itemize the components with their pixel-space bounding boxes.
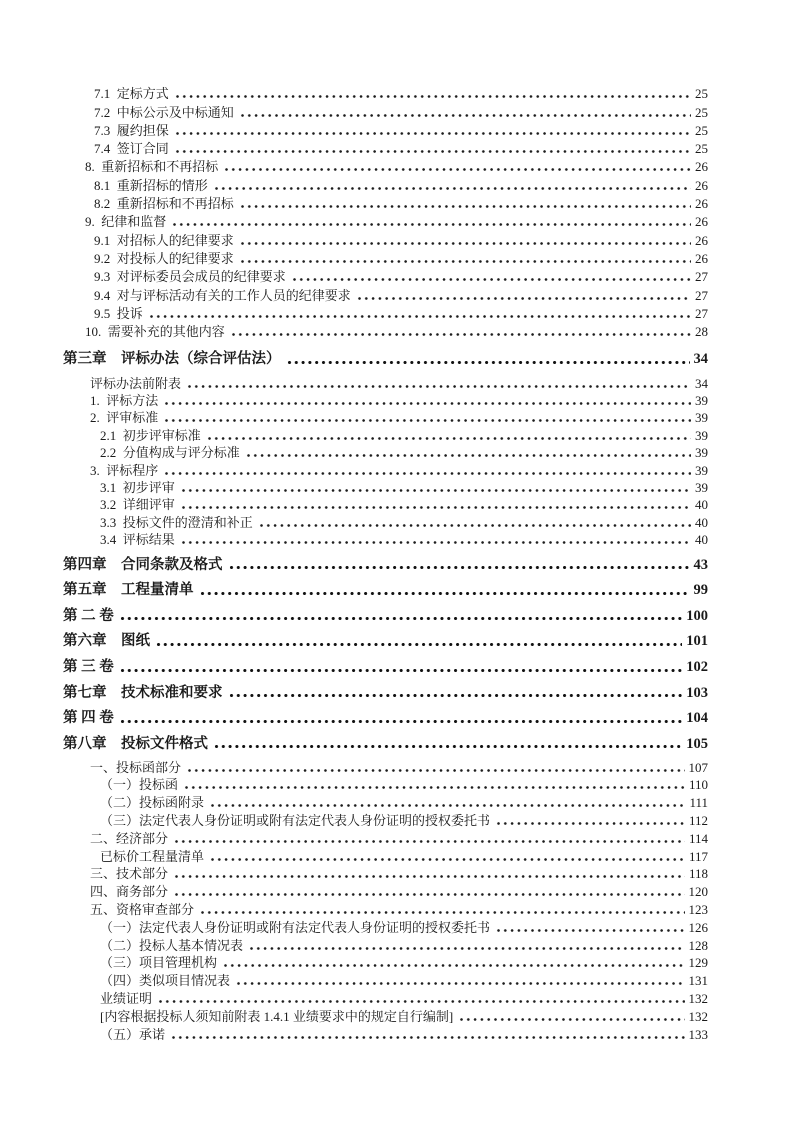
toc-entry-page-number: 39 — [695, 410, 708, 426]
dot-leader — [187, 768, 684, 773]
toc-entry-page-number: 26 — [695, 250, 708, 266]
toc-entry-label: 10. 需要补充的其他内容 — [85, 324, 225, 340]
toc-entry-page-number: 25 — [695, 104, 708, 120]
toc-entry-label: （四）类似项目情况表 — [100, 973, 231, 989]
toc-entry-label: 8. 重新招标和不再招标 — [85, 159, 219, 175]
toc-chapter-label: 第四章 合同条款及格式 — [63, 556, 223, 573]
dot-leader — [181, 540, 691, 545]
toc-chapter-entry[interactable] — [63, 682, 708, 702]
dot-leader — [210, 803, 685, 808]
toc-entry-label: 五、资格审查部分 — [90, 901, 195, 917]
toc-entry-page-number: 26 — [695, 214, 708, 230]
toc-entry-label: 9.3 对评标委员会成员的纪律要求 — [94, 269, 286, 285]
toc-entry-page-number: 39 — [695, 462, 708, 478]
toc-entry[interactable] — [63, 84, 708, 102]
toc-chapter-page-number: 101 — [686, 633, 708, 650]
dot-leader — [496, 821, 685, 826]
dot-leader — [200, 910, 684, 915]
toc-chapter-label: 第七章 技术标准和要求 — [63, 684, 223, 701]
toc-entry-label: 2.1 初步评审标准 — [100, 427, 201, 443]
toc-entry-label: （五）承诺 — [100, 1026, 166, 1042]
dot-leader — [236, 981, 684, 986]
toc-entry-page-number: 114 — [688, 830, 708, 846]
toc-entry[interactable] — [63, 426, 708, 443]
toc-entry[interactable] — [63, 392, 708, 409]
toc-entry[interactable] — [63, 1025, 708, 1043]
toc-entry-label: 9.4 对与评标活动有关的工作人员的纪律要求 — [94, 287, 351, 303]
toc-entry-page-number: 26 — [695, 159, 708, 175]
toc-entry-page-number: 26 — [695, 196, 708, 212]
toc-entry[interactable] — [63, 496, 708, 513]
dot-leader — [292, 277, 691, 282]
dot-leader — [174, 839, 685, 844]
toc-section-bid-document-format — [63, 758, 708, 1043]
toc-entry[interactable] — [63, 936, 708, 954]
toc-entry-label: 9.2 对投标人的纪律要求 — [94, 250, 234, 266]
toc-entry[interactable] — [63, 121, 708, 139]
dot-leader — [181, 505, 691, 510]
toc-entry-page-number: 129 — [688, 955, 708, 971]
toc-entry-page-number: 40 — [695, 514, 708, 530]
dot-leader — [174, 892, 684, 897]
toc-entry-label: 9.1 对招标人的纪律要求 — [94, 232, 234, 248]
dot-leader — [357, 296, 691, 301]
dot-leader — [164, 401, 691, 406]
toc-entry-label: 业绩证明 — [100, 990, 153, 1006]
dot-leader — [240, 113, 691, 118]
toc-entry-label: 评标办法前附表 — [90, 375, 182, 391]
toc-volume-page-number: 102 — [686, 659, 708, 676]
dot-leader — [120, 719, 683, 724]
toc-entry-label: 7.3 履约担保 — [94, 122, 169, 138]
dot-leader — [240, 259, 691, 264]
dot-leader — [184, 785, 685, 790]
dot-leader — [175, 149, 691, 154]
toc-entry[interactable] — [63, 157, 708, 175]
toc-entry-label: （二）投标函附录 — [100, 795, 205, 811]
toc-entry-label: （一）投标函 — [100, 777, 179, 793]
toc-entry-label: （一）法定代表人身份证明或附有法定代表人身份证明的授权委托书 — [100, 919, 491, 935]
toc-entry-label: 三、技术部分 — [90, 866, 169, 882]
toc-section-chapters — [63, 554, 708, 753]
toc-entry[interactable] — [63, 847, 708, 865]
toc-entry[interactable] — [63, 918, 708, 936]
toc-entry-label: （三）法定代表人身份证明或附有法定代表人身份证明的授权委托书 — [100, 813, 491, 828]
toc-entry[interactable] — [63, 212, 708, 230]
dot-leader — [240, 241, 691, 246]
toc-chapter-entry[interactable] — [63, 733, 708, 753]
toc-entry[interactable] — [63, 322, 708, 340]
toc-entry-page-number: 132 — [688, 1008, 708, 1024]
toc-entry[interactable] — [63, 954, 708, 972]
toc-entry-page-number: 40 — [695, 532, 708, 548]
toc-entry[interactable] — [63, 374, 708, 391]
toc-entry[interactable] — [63, 513, 708, 530]
toc-volume-entry[interactable] — [63, 707, 708, 727]
dot-leader — [149, 314, 691, 319]
toc-entry-label: 3.2 详细评审 — [100, 497, 175, 513]
dot-leader — [175, 94, 691, 99]
toc-section-evaluation-method — [63, 374, 708, 548]
dot-leader — [120, 616, 683, 621]
toc-chapter-page-number: 34 — [693, 351, 708, 368]
toc-chapter-entry[interactable] — [63, 630, 708, 650]
dot-leader — [171, 1035, 684, 1040]
toc-volume-label: 第 二 卷 — [63, 607, 114, 624]
toc-entry-page-number: 112 — [688, 813, 708, 828]
toc-entry[interactable] — [63, 102, 708, 120]
toc-volume-entry[interactable] — [63, 605, 708, 625]
toc-entry-page-number: 28 — [695, 324, 708, 340]
toc-entry-page-number: 131 — [688, 973, 708, 989]
dot-leader — [175, 131, 691, 136]
toc-entry-page-number: 123 — [688, 901, 708, 917]
dot-leader — [156, 642, 682, 647]
toc-entry-label: 9.5 投诉 — [94, 305, 143, 321]
toc-entry-label: 8.1 重新招标的情形 — [94, 177, 208, 193]
toc-entry-label: 8.2 重新招标和不再招标 — [94, 196, 234, 212]
dot-leader — [259, 523, 691, 528]
toc-chapter-entry[interactable] — [63, 348, 708, 368]
dot-leader — [246, 453, 691, 458]
dot-leader — [287, 360, 690, 365]
toc-entry[interactable] — [63, 776, 708, 794]
toc-entry[interactable] — [63, 971, 708, 989]
toc-entry-page-number: 39 — [695, 445, 708, 461]
toc-entry-page-number: 132 — [688, 990, 708, 1006]
toc-entry-label: 3. 评标程序 — [90, 462, 159, 478]
toc-entry[interactable] — [63, 304, 708, 322]
dot-leader — [223, 963, 684, 968]
toc-entry-label: 2.2 分值构成与评分标准 — [100, 445, 240, 461]
dot-leader — [164, 418, 691, 423]
toc-volume-label: 第 四 卷 — [63, 710, 114, 727]
dot-leader — [200, 591, 690, 596]
toc-entry-label: 3.4 评标结果 — [100, 532, 175, 548]
toc-entry[interactable] — [63, 139, 708, 157]
dot-leader — [174, 874, 685, 879]
toc-entry-label: 2. 评审标准 — [90, 410, 159, 426]
toc-entry-page-number: 27 — [695, 287, 708, 303]
toc-entry-page-number: 26 — [695, 177, 708, 193]
toc-entry-label: 3.1 初步评审 — [100, 479, 175, 495]
dot-leader — [240, 204, 691, 209]
toc-entry-page-number: 128 — [688, 937, 708, 953]
toc-entry-page-number: 39 — [695, 392, 708, 408]
toc-entry[interactable] — [63, 230, 708, 248]
toc-entry-label: 3.3 投标文件的澄清和补正 — [100, 514, 253, 530]
toc-entry[interactable] — [63, 267, 708, 285]
dot-leader — [249, 946, 684, 951]
toc-entry[interactable] — [63, 1007, 708, 1025]
toc-entry-label: 已标价工程量清单 — [100, 848, 205, 864]
toc-entry-page-number: 34 — [695, 375, 708, 391]
toc-entry-page-number: 110 — [688, 777, 708, 793]
dot-leader — [187, 384, 691, 389]
toc-entry-page-number: 39 — [695, 427, 708, 443]
toc-entry-page-number: 26 — [695, 232, 708, 248]
toc-entry[interactable] — [63, 461, 708, 478]
toc-chapter-label: 第八章 投标文件格式 — [63, 735, 208, 752]
toc-entry-label: 四、商务部分 — [90, 884, 169, 900]
toc-entry-label: （三）项目管理机构 — [100, 955, 218, 971]
toc-entry-page-number: 120 — [688, 884, 708, 900]
toc-entry-page-number: 133 — [688, 1026, 708, 1042]
toc-entry[interactable] — [63, 900, 708, 918]
toc-chapter-page-number: 105 — [686, 735, 708, 752]
dot-leader — [158, 999, 684, 1004]
toc-entry-page-number: 39 — [695, 479, 708, 495]
toc-section-instructions — [63, 84, 708, 340]
toc-entry-page-number: 40 — [695, 497, 708, 513]
toc-entry-label: [内容根据投标人须知前附表 1.4.1 业绩要求中的规定自行编制] — [100, 1008, 454, 1024]
dot-leader — [210, 857, 685, 862]
toc-entry-page-number: 107 — [688, 759, 708, 775]
toc-entry[interactable] — [63, 285, 708, 303]
toc-entry-label: 一、投标函部分 — [90, 759, 182, 775]
dot-leader — [214, 186, 691, 191]
dot-leader — [224, 167, 691, 172]
toc-entry-label: 7.1 定标方式 — [94, 86, 169, 102]
dot-leader — [181, 488, 691, 493]
toc-chapter-entry[interactable] — [63, 579, 708, 599]
toc-entry[interactable] — [63, 758, 708, 776]
toc-entry-label: 9. 纪律和监督 — [85, 214, 167, 230]
toc-entry[interactable] — [63, 479, 708, 496]
toc-chapter-label: 第五章 工程量清单 — [63, 582, 194, 599]
toc-volume-label: 第 三 卷 — [63, 659, 114, 676]
toc-entry[interactable] — [63, 175, 708, 193]
toc-entry[interactable] — [63, 531, 708, 548]
toc-chapter-page-number: 99 — [693, 582, 708, 599]
toc-volume-entry[interactable] — [63, 656, 708, 676]
dot-leader — [120, 668, 683, 673]
dot-leader — [172, 222, 691, 227]
toc-entry[interactable] — [63, 409, 708, 426]
toc-chapter-entry[interactable] — [63, 554, 708, 574]
toc-chapter-label: 第六章 图纸 — [63, 633, 150, 650]
toc-entry[interactable] — [63, 793, 708, 811]
toc-volume-page-number: 104 — [686, 710, 708, 727]
dot-leader — [207, 436, 691, 441]
toc-chapter-page-number: 103 — [686, 684, 708, 701]
toc-entry-page-number: 126 — [688, 919, 708, 935]
toc-entry[interactable] — [63, 865, 708, 883]
toc-entry-page-number: 25 — [695, 86, 708, 102]
toc-entry-label: 二、经济部分 — [90, 830, 169, 846]
toc-entry-page-number: 25 — [695, 122, 708, 138]
toc-entry-label: 7.2 中标公示及中标通知 — [94, 104, 234, 120]
dot-leader — [164, 471, 691, 476]
toc-chapter-label: 第三章 评标办法（综合评估法） — [63, 351, 281, 368]
toc-entry-label: 1. 评标方法 — [90, 392, 159, 408]
toc-entry-page-number: 25 — [695, 141, 708, 157]
dot-leader — [229, 565, 690, 570]
dot-leader — [214, 744, 682, 749]
toc-chapter-page-number: 43 — [693, 556, 708, 573]
toc-entry[interactable] — [63, 194, 708, 212]
toc-entry[interactable] — [63, 444, 708, 461]
dot-leader — [459, 1017, 684, 1022]
toc-entry[interactable] — [63, 989, 708, 1007]
toc-volume-page-number: 100 — [686, 607, 708, 624]
toc-entry[interactable] — [63, 829, 708, 847]
dot-leader — [231, 332, 691, 337]
toc-entry-page-number: 27 — [695, 305, 708, 321]
toc-entry[interactable] — [63, 882, 708, 900]
toc-entry[interactable] — [63, 811, 708, 829]
dot-leader — [496, 928, 684, 933]
toc-entry-page-number: 117 — [688, 848, 708, 864]
toc-entry-page-number: 27 — [695, 269, 708, 285]
toc-entry[interactable] — [63, 249, 708, 267]
dot-leader — [229, 693, 683, 698]
toc-entry-page-number: 111 — [689, 795, 708, 811]
toc-entry-label: （二）投标人基本情况表 — [100, 937, 244, 953]
toc-entry-page-number: 118 — [688, 866, 708, 882]
toc-entry-label: 7.4 签订合同 — [94, 141, 169, 157]
